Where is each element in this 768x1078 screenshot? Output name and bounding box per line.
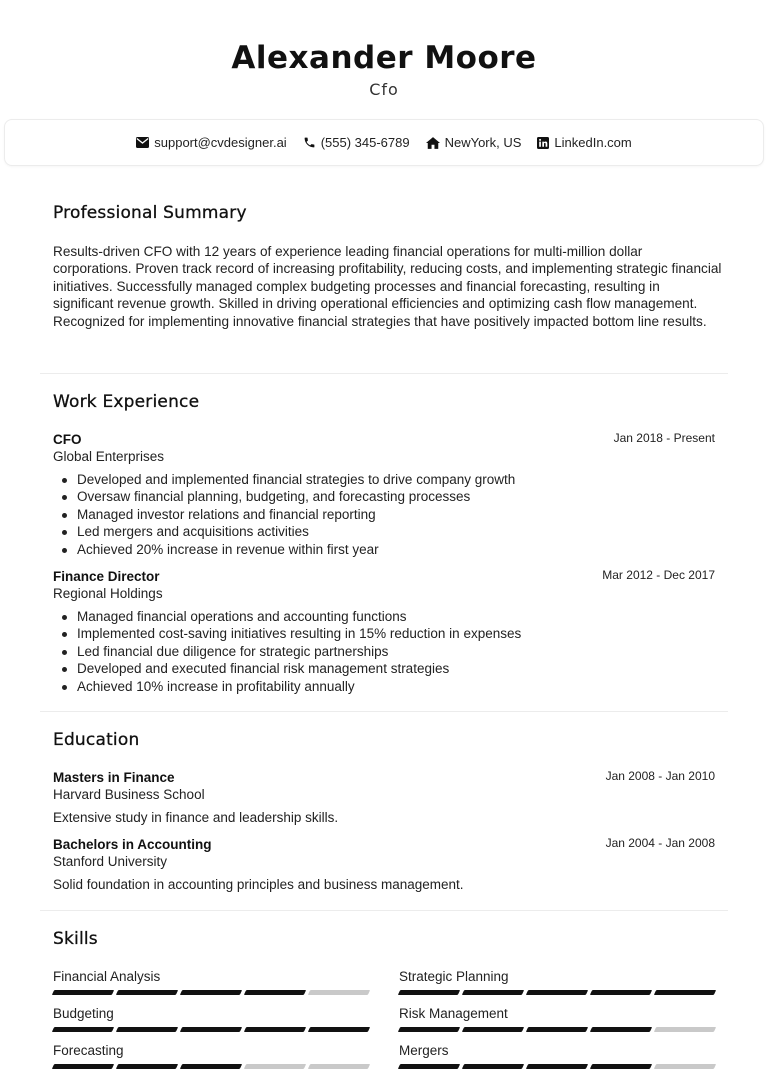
contact-location [426,135,522,150]
job-bullet: Oversaw financial planning, budgeting, and forecasting processes [53,488,715,505]
contact-phone-text: (555) 345-6789 [320,135,410,150]
skill-label: Financial Analysis [53,969,161,984]
education-school: Harvard Business School [53,787,205,802]
skill-segment-filled [526,990,588,995]
skill-item [399,1005,715,1032]
skill-segment-filled [398,1064,460,1069]
skill-segment-filled [654,990,716,995]
contact-linkedin[interactable] [537,135,631,150]
summary-text: Results-driven CFO with 12 years of experience leading financial operations for multi-million dollar corporations. Proven track record of increasing profitability, reducing costs, and implementing strategic financial initiatives. Successfully managed complex budgeting processes and financial forecasting, resulting in significant revenue growth. Skilled in driving operational efficiencies and optimizing cash flow management. Recognized for implementing innovative financial strategies that have positively impacted bottom line results. [53,244,722,329]
skill-label: Risk Management [399,1006,508,1021]
skill-segment-filled [116,1027,178,1032]
skills-heading: Skills [53,929,98,949]
skill-segment-filled [116,990,178,995]
skill-segment-filled [590,1027,652,1032]
divider [40,910,728,911]
skill-level-bar [53,1027,369,1032]
skill-segment-filled [244,1027,306,1032]
job-title: Finance Director [53,569,160,584]
skill-segment-filled [398,990,460,995]
education-school: Stanford University [53,854,168,869]
job-entry [53,568,715,695]
candidate-role: Cfo [369,80,399,99]
skill-item [399,1042,715,1069]
skill-level-bar [399,1064,715,1069]
skill-segment-filled [52,1027,114,1032]
skill-item [399,968,715,995]
contact-phone[interactable] [303,135,410,150]
contact-location-text: NewYork, US [444,135,522,150]
job-bullet: Led mergers and acquisitions activities [53,523,715,540]
skill-item [53,1005,369,1032]
resume-header [0,0,768,100]
job-bullet: Developed and executed financial risk management strategies [53,660,715,677]
job-bullets [53,471,715,558]
linkedin-icon [537,137,549,149]
job-title: CFO [53,432,82,447]
skill-segment-filled [52,990,114,995]
skill-label: Budgeting [53,1006,114,1021]
education-description: Extensive study in finance and leadership skills. [53,810,339,825]
skill-label: Mergers [399,1043,449,1058]
skill-segment-empty [654,1027,716,1032]
job-bullet: Implemented cost-saving initiatives resulting in 15% reduction in expenses [53,625,715,642]
skill-segment-filled [526,1064,588,1069]
skill-segment-filled [308,1027,370,1032]
skill-segment-empty [308,1064,370,1069]
skill-segment-filled [180,990,242,995]
skill-level-bar [53,1064,369,1069]
job-bullet: Achieved 20% increase in revenue within first year [53,541,715,558]
job-dates: Mar 2012 - Dec 2017 [602,568,715,582]
candidate-name: Alexander Moore [231,40,537,76]
education-entry [53,769,715,826]
education-dates: Jan 2004 - Jan 2008 [605,836,715,850]
job-bullet: Achieved 10% increase in profitability annually [53,678,715,695]
contact-email-text: support@cvdesigner.ai [154,135,287,150]
job-dates: Jan 2018 - Present [613,431,715,445]
experience-heading: Work Experience [53,392,200,412]
skill-segment-filled [180,1064,242,1069]
skill-level-bar [399,990,715,995]
skill-segment-filled [52,1064,114,1069]
education-degree: Bachelors in Accounting [53,837,212,852]
skill-segment-filled [462,1027,524,1032]
skill-segment-filled [590,990,652,995]
job-entry [53,431,715,558]
skill-label: Strategic Planning [399,969,509,984]
contact-bar [4,119,764,166]
contact-linkedin-text: LinkedIn.com [554,135,632,150]
skill-level-bar [53,990,369,995]
divider [40,711,728,712]
job-bullet: Managed financial operations and accounting functions [53,608,715,625]
education-heading: Education [53,730,140,750]
skill-segment-filled [462,990,524,995]
skill-item [53,968,369,995]
skill-segment-empty [308,990,370,995]
skill-segment-filled [180,1027,242,1032]
home-icon [426,137,440,149]
skill-level-bar [399,1027,715,1032]
job-bullets [53,608,715,695]
summary-heading: Professional Summary [53,203,247,223]
skill-segment-filled [462,1064,524,1069]
job-bullet: Developed and implemented financial strategies to drive company growth [53,471,715,488]
education-description: Solid foundation in accounting principles and business management. [53,877,464,892]
job-bullet: Led financial due diligence for strategic partnerships [53,643,715,660]
skill-segment-filled [398,1027,460,1032]
skill-segment-empty [244,1064,306,1069]
phone-icon [303,136,316,149]
job-company: Regional Holdings [53,586,163,601]
skill-label: Forecasting [53,1043,124,1058]
skill-segment-filled [590,1064,652,1069]
job-company: Global Enterprises [53,449,165,464]
envelope-icon [136,137,149,148]
contact-email[interactable] [136,135,286,150]
skill-segment-filled [244,990,306,995]
education-dates: Jan 2008 - Jan 2010 [605,769,715,783]
skill-segment-filled [526,1027,588,1032]
education-degree: Masters in Finance [53,770,175,785]
skill-item [53,1042,369,1069]
education-entry [53,836,715,893]
job-bullet: Managed investor relations and financial reporting [53,506,715,523]
divider [40,373,728,374]
skill-segment-filled [116,1064,178,1069]
skill-segment-empty [654,1064,716,1069]
